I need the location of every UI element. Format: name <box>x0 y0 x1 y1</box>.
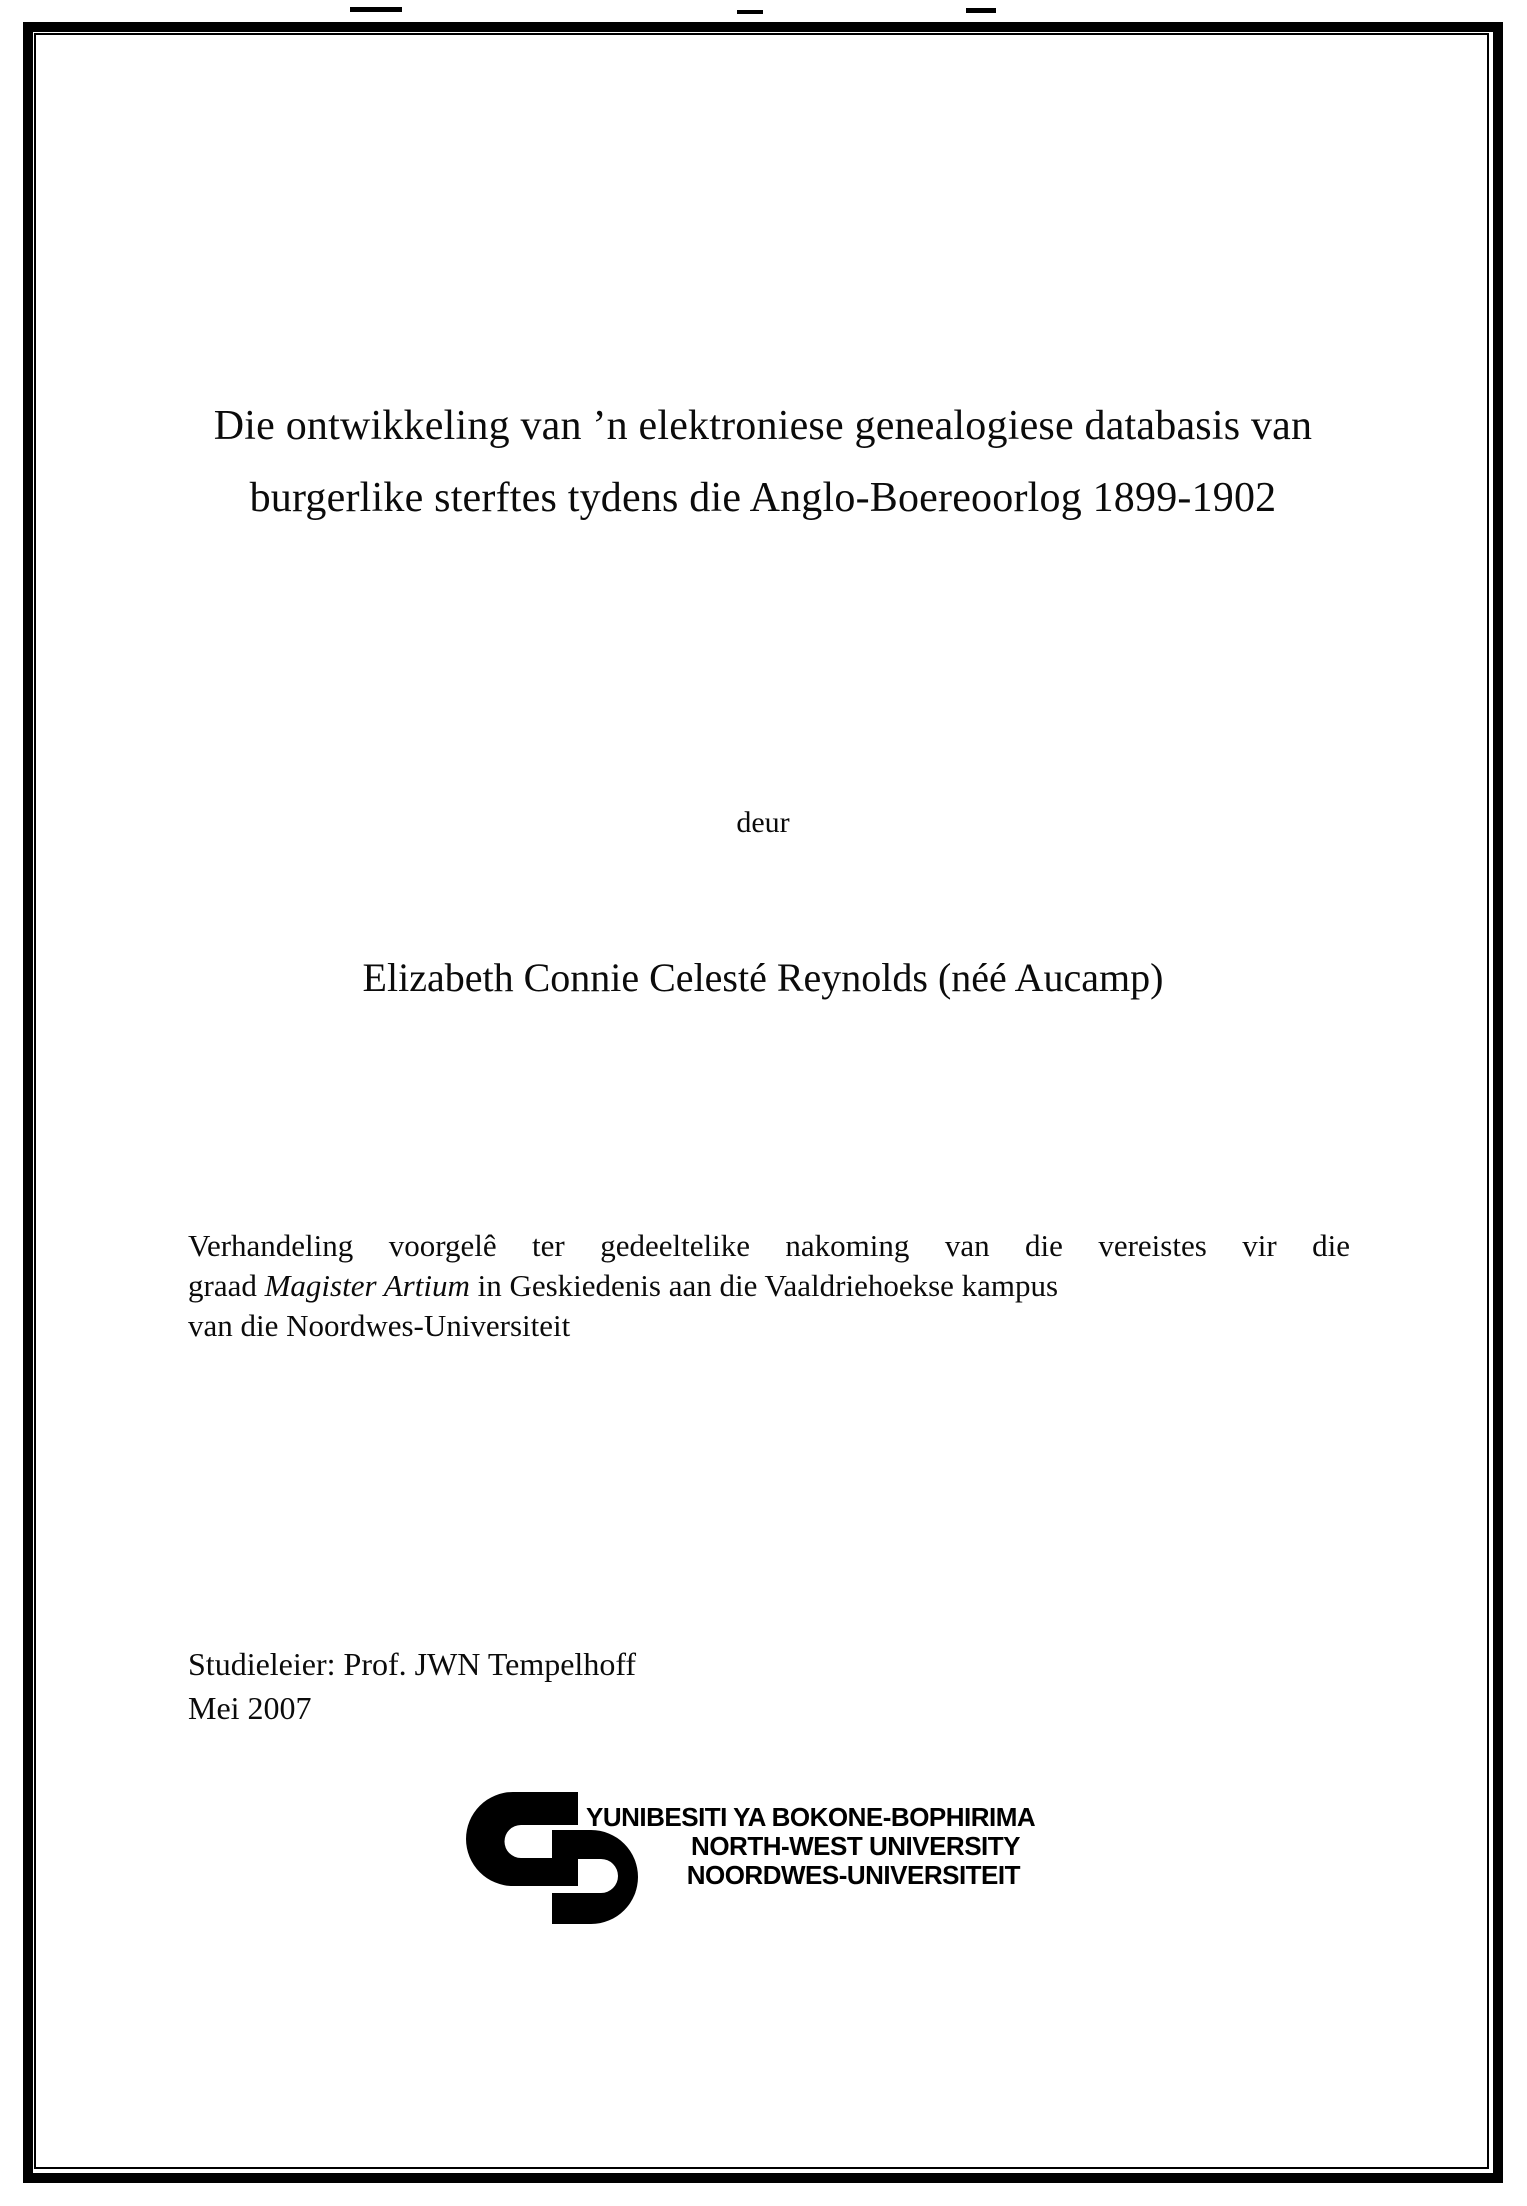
thesis-title-line1: Die ontwikkeling van ’n elektroniese genealogiese databasis van <box>213 403 1313 449</box>
scan-artifact <box>737 10 763 14</box>
nwu-wordmark-line1: YUNIBESITI YA BOKONE-BOPHIRIMA <box>586 1802 1036 1832</box>
nwu-logo <box>465 1792 1036 1932</box>
degree-statement-line2-post: in Geskiedenis aan die Vaaldriehoekse kampus <box>469 1268 1059 1303</box>
nwu-wordmark-line3: NOORDWES-UNIVERSITEIT <box>686 1860 1020 1890</box>
scan-artifact <box>966 8 996 13</box>
scan-artifact <box>350 7 402 12</box>
thesis-title-line2: burgerlike sterftes tydens die Anglo-Boereoorlog 1899-1902 <box>249 475 1277 521</box>
degree-statement-line2-pre: graad <box>188 1268 265 1303</box>
degree-statement-line2 <box>188 1266 1350 1306</box>
nwu-wordmark-line2: NORTH-WEST UNIVERSITY <box>691 1831 1020 1861</box>
nwu-wordmark <box>586 1802 1036 1890</box>
byline: deur <box>736 806 790 839</box>
degree-statement-line3: van die Noordwes-Universiteit <box>188 1308 571 1343</box>
date-line: Mei 2007 <box>188 1690 312 1726</box>
degree-name: Magister Artium <box>264 1268 470 1303</box>
supervisor-line: Studieleier: Prof. JWN Tempelhoff <box>188 1646 637 1682</box>
supervisor-block <box>188 1642 636 1730</box>
author-name: Elizabeth Connie Celesté Reynolds (néé Aucamp) <box>362 955 1164 1000</box>
thesis-title <box>23 390 1503 534</box>
degree-statement-line1: Verhandeling voorgelê ter gedeeltelike nakoming van die vereistes vir die <box>188 1228 1350 1263</box>
degree-statement <box>188 1226 1350 1346</box>
